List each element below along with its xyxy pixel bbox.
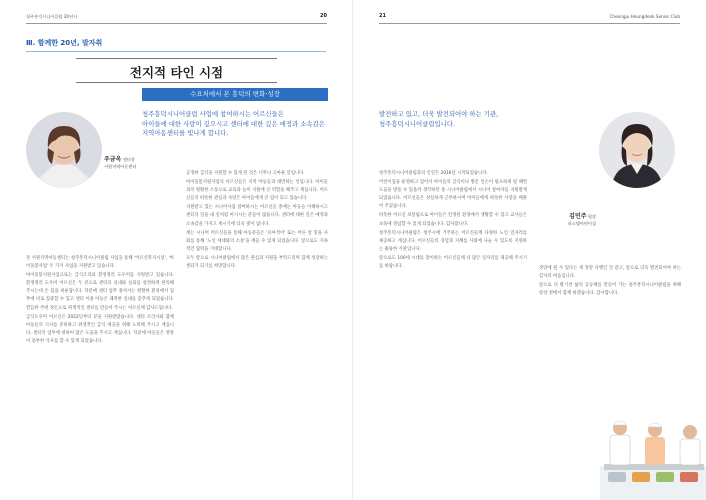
- paragraph: 어린이집을 운영하고 있어서 아이들의 급식이나 방문 일손이 필요하게 될 때면 도움을 받을 수 있을까 생각하던 중 시니어클럽에서 시니어 참여자를 지원받게 되었습니다. 어르신들은 성실하게 근무하시며 아이들에게 따뜻한 사랑을 베풀어 주셨습니다.: [379, 180, 527, 210]
- running-head: 청주흥덕시니어클럽 20년사: [26, 14, 78, 19]
- paragraph: 앞으로 더 활기찬 삶의 공동체를 만들어 가는 청주흥덕시니어클럽을 위해 항상 곁에서 함께 하겠습니다. 감사합니다.: [539, 283, 681, 297]
- left-column-2: [186, 170, 328, 272]
- meal-service-illustration: [600, 414, 706, 500]
- page-number: 21: [379, 13, 386, 19]
- paragraph: 정말에 될 수 있다는 게 정말 다행인 것 같고, 앞으로 더욱 발전되어야 하는 감사의 마음입니다.: [539, 266, 681, 280]
- section-divider: [26, 51, 326, 52]
- intro-quote: 발전하고 있고, 더욱 발전되어야 하는 기관, 청주흥덕시니어클럽입니다.: [379, 110, 499, 128]
- paragraph: 급식도우미 어르신은 2022년부터 분을 지원받았습니다. 센터 조리사와 함께 아동들의 식사를 준비하고 위생적인 급식 제공을 위해 노력해 주시고 계십니다. 센터의 업무에 대하여 많은 도움을 주시고 계십니다. 덕분에 아동들은 영양이 풍부한 식사를 할 수 있게 되었습니다.: [26, 314, 174, 344]
- page-number: 20: [320, 13, 327, 19]
- section-label: Ⅲ. 함께한 20년, 발자취: [26, 39, 103, 47]
- intro-quote: 청주흥덕시니어클럽 사업에 참여하시는 어르신들은 아이들에 대한 사랑이 깊으시고 센터에 대한 깊은 애정과 소속감은 지역아동센터를 빛나게 합니다.: [142, 110, 325, 137]
- title-rule-bottom: [76, 82, 277, 83]
- paragraph: 청주흥덕시니어클럽과의 인연은 2016년 시작되었습니다.: [379, 171, 488, 176]
- person-role: 원장: [587, 214, 596, 219]
- subtitle-banner: 수요처에서 본 흥덕의 변화·성장: [142, 88, 328, 101]
- left-header: [26, 12, 327, 24]
- paragraph: 계는 시니어 어르신들을 통해 아동분들은 '유아적이' 또는 어른 살 밑을 사회를 통해 '노인 세대와의 소통'을 배울 수 있게 되었습니다. 앞으로도 지속적인 협력을 기대합니다.: [186, 230, 328, 252]
- person-name: 김민주: [569, 213, 587, 220]
- paragraph: 본 서원지역아동센터는 청주흥덕시니어클럽 사업을 통해 '어르신복지시설', '아이돌봄사업' 두 가지 사업을 지원받고 있습니다.: [26, 256, 174, 270]
- right-header: [379, 12, 680, 24]
- paragraph: 모두 앞으로 시니어클럽에서 많은 관심과 지원을 부탁드리며 함께 성장하는 센터가 되기를 희망합니다.: [186, 255, 328, 270]
- running-head: Cheongju Heungdeok Senior Club: [609, 14, 680, 19]
- person-caption: [556, 214, 596, 227]
- right-column-2: [539, 265, 681, 299]
- page-title: 전지적 타인 시점: [129, 65, 224, 80]
- left-column-1: [26, 255, 174, 347]
- person-org: 파스텔어린이집: [567, 220, 596, 226]
- paragraph: 공경한 급식을 지원할 수 있게 된 것은 너무나 고마운 일입니다.: [186, 171, 305, 176]
- paragraph: 지원받고 있는 시니어사업 참여하시는 어르신들 중에는 아동들 이해하시고 센터의 일을 내 일처럼 여기시는 분들이 많습니다. 센터에 대한 깊은 애정과 소속감을 가지고 계시기에 더욱 빛이 납니다.: [186, 205, 328, 227]
- right-column-1: [379, 170, 527, 272]
- person-org: 서원지역아동센터: [104, 163, 137, 169]
- paragraph: 따뜻한 어르신 보살핌으로 아이들은 안정된 환경에서 생활할 수 있고 교사들은 보육에 전념할 수 있게 되었습니다. 감사합니다.: [379, 213, 527, 227]
- person-caption: [104, 157, 136, 170]
- title-rule-top: [76, 58, 277, 59]
- paragraph: 아이돌봄지원사업으로는 급식조리와 환경정리 도우미를 지원받고 있습니다. 환경정리 도우미 어르신은 두 분으로 센터의 실내와 실외를 청결하게 관리해 주시는데 손 힘을 비운답니다. 덕분에 센터 업무 종사자는 원활한 환경에서 업무에 비로 집중할 수 있고 센터 이용 아동은 쾌적한 실내를 갖추게 되었습니다. 깔끔한 주변 정돈으로 위생적인 센터를 만들어 주시는 어르신께 감사드립니다.: [26, 273, 174, 311]
- paragraph: 아이돌봄지원사업의 어르신들은 지역 아동들과 대면하는 일입니다. 아이들과의 원활한 소통으로 교육과 놀이 지원에 큰 역할을 해주고 계십니다. 어르신들의 따뜻한 관심과 사랑은 아이들에게 큰 힘이 되고 있습니다.: [186, 180, 328, 202]
- paragraph: 앞으로도 100세 시대를 맞이하는 어르신들께 더 많은 일자리를 제공해 주시기를 바랍니다.: [379, 255, 527, 270]
- person-name: 우금옥: [104, 156, 122, 163]
- paragraph: 청주흥덕시니어클럽은 청주시에 거주하는 어르신들께 다양한 노인 일자리를 제공하고 계십니다. 어르신들의 경험과 지혜를 사회에 나눌 수 있도록 지원하는 훌륭한 기관입니다.: [379, 230, 527, 252]
- person-role: 센터장: [122, 157, 135, 162]
- person-photo: [26, 112, 102, 188]
- person-photo: [599, 112, 675, 188]
